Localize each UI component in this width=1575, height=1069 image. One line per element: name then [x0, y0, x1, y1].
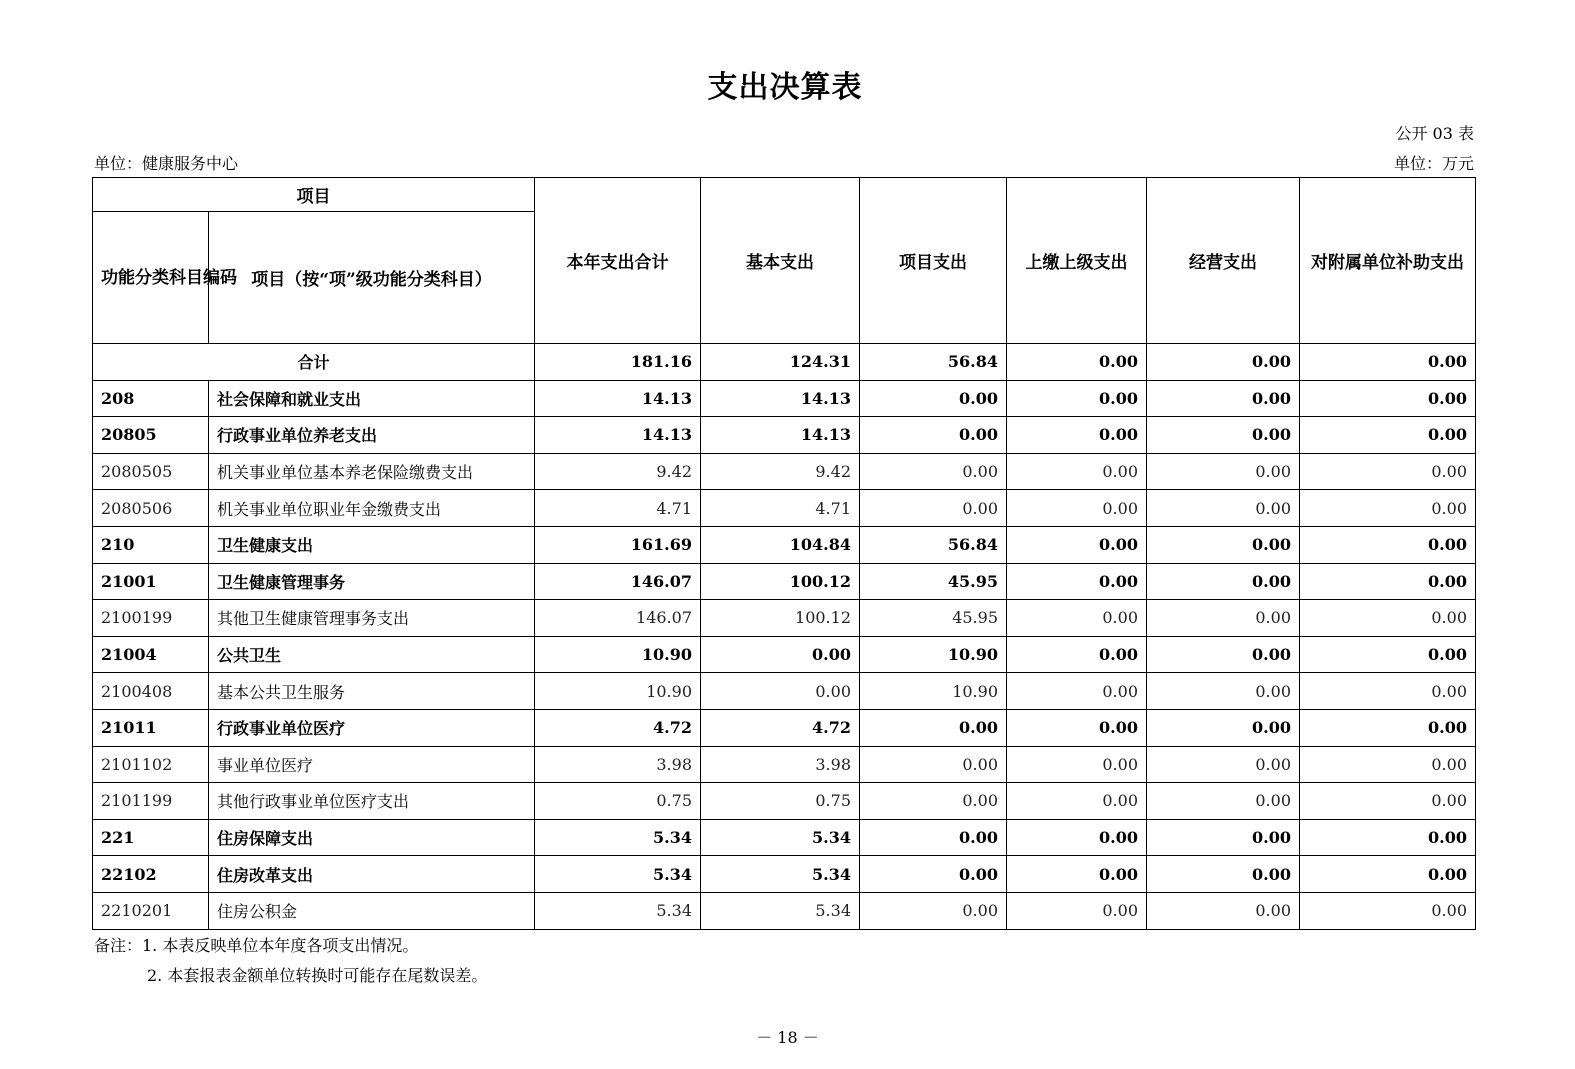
- row-value: 0.00: [860, 453, 1007, 490]
- total-value: 0.00: [1300, 344, 1476, 381]
- row-value: 0.00: [860, 819, 1007, 856]
- total-value: 181.16: [535, 344, 701, 381]
- row-value: 0.00: [1300, 709, 1476, 746]
- header-name: 项目（按“项”级功能分类科目）: [209, 212, 535, 344]
- row-value: 0.75: [535, 783, 701, 820]
- row-value: 104.84: [701, 526, 860, 563]
- row-value: 0.00: [1300, 746, 1476, 783]
- total-value: 56.84: [860, 344, 1007, 381]
- table-row: [93, 856, 1476, 893]
- row-value: 0.00: [701, 673, 860, 710]
- table-row: [93, 417, 1476, 454]
- table-row: [93, 380, 1476, 417]
- table-row: [93, 490, 1476, 527]
- header-subsidy: 对附属单位补助支出: [1300, 178, 1476, 344]
- header-code: 功能分类科目编码: [93, 212, 209, 344]
- row-value: 0.00: [1007, 490, 1147, 527]
- header-project: 项目: [93, 178, 535, 212]
- row-value: 161.69: [535, 526, 701, 563]
- row-value: 0.00: [1147, 526, 1300, 563]
- row-value: 0.00: [860, 490, 1007, 527]
- row-value: 0.00: [1147, 636, 1300, 673]
- row-name: 其他卫生健康管理事务支出: [209, 600, 535, 637]
- row-code: 2101199: [93, 783, 209, 820]
- row-value: 0.00: [701, 636, 860, 673]
- row-name: 住房公积金: [209, 892, 535, 929]
- row-value: 0.00: [860, 856, 1007, 893]
- row-value: 0.00: [860, 417, 1007, 454]
- row-name: 其他行政事业单位医疗支出: [209, 783, 535, 820]
- row-value: 0.00: [1007, 600, 1147, 637]
- row-value: 0.00: [1007, 709, 1147, 746]
- row-value: 10.90: [860, 673, 1007, 710]
- header-business: 经营支出: [1147, 178, 1300, 344]
- row-value: 0.00: [860, 709, 1007, 746]
- row-value: 0.00: [1300, 856, 1476, 893]
- row-value: 0.00: [1300, 453, 1476, 490]
- row-value: 0.00: [1147, 417, 1300, 454]
- row-code: 2100408: [93, 673, 209, 710]
- row-code: 2100199: [93, 600, 209, 637]
- row-code: 2080505: [93, 453, 209, 490]
- row-name: 住房保障支出: [209, 819, 535, 856]
- row-value: 3.98: [701, 746, 860, 783]
- row-value: 0.00: [1007, 636, 1147, 673]
- table-row: [93, 709, 1476, 746]
- row-value: 0.75: [701, 783, 860, 820]
- row-value: 10.90: [860, 636, 1007, 673]
- row-value: 14.13: [701, 417, 860, 454]
- row-value: 5.34: [701, 819, 860, 856]
- table-row: [93, 563, 1476, 600]
- row-value: 146.07: [535, 563, 701, 600]
- row-code: 20805: [93, 417, 209, 454]
- row-value: 0.00: [1007, 380, 1147, 417]
- row-value: 4.72: [535, 709, 701, 746]
- row-value: 0.00: [1300, 490, 1476, 527]
- table-row: [93, 526, 1476, 563]
- row-value: 0.00: [1300, 819, 1476, 856]
- row-code: 208: [93, 380, 209, 417]
- row-value: 4.72: [701, 709, 860, 746]
- row-value: 9.42: [701, 453, 860, 490]
- row-value: 0.00: [1007, 563, 1147, 600]
- row-value: 14.13: [701, 380, 860, 417]
- note-1: 备注：1. 本表反映单位本年度各项支出情况。: [94, 936, 419, 955]
- row-name: 卫生健康管理事务: [209, 563, 535, 600]
- unit-name: 单位：健康服务中心: [94, 154, 239, 173]
- row-value: 100.12: [701, 600, 860, 637]
- row-value: 0.00: [1300, 380, 1476, 417]
- note-2: 2. 本套报表金额单位转换时可能存在尾数误差。: [147, 966, 488, 985]
- total-value: 0.00: [1007, 344, 1147, 381]
- total-label: 合计: [93, 344, 535, 381]
- row-code: 2210201: [93, 892, 209, 929]
- row-code: 2080506: [93, 490, 209, 527]
- row-value: 9.42: [535, 453, 701, 490]
- table-row: [93, 746, 1476, 783]
- row-value: 0.00: [1147, 673, 1300, 710]
- header-upper: 上缴上级支出: [1007, 178, 1147, 344]
- row-code: 210: [93, 526, 209, 563]
- row-value: 3.98: [535, 746, 701, 783]
- row-value: 0.00: [1007, 746, 1147, 783]
- total-value: 124.31: [701, 344, 860, 381]
- row-value: 0.00: [1007, 453, 1147, 490]
- row-name: 机关事业单位职业年金缴费支出: [209, 490, 535, 527]
- row-value: 0.00: [1147, 380, 1300, 417]
- total-value: 0.00: [1147, 344, 1300, 381]
- row-code: 2101102: [93, 746, 209, 783]
- page-title: 支出决算表: [707, 70, 863, 105]
- row-value: 14.13: [535, 380, 701, 417]
- row-name: 社会保障和就业支出: [209, 380, 535, 417]
- row-value: 0.00: [860, 783, 1007, 820]
- row-value: 0.00: [1007, 526, 1147, 563]
- row-value: 0.00: [1300, 892, 1476, 929]
- row-value: 0.00: [1147, 783, 1300, 820]
- row-value: 45.95: [860, 600, 1007, 637]
- row-value: 4.71: [535, 490, 701, 527]
- row-value: 10.90: [535, 673, 701, 710]
- header-project-expense: 项目支出: [860, 178, 1007, 344]
- row-value: 5.34: [701, 856, 860, 893]
- form-number: 公开 03 表: [1395, 124, 1474, 143]
- total-row: [93, 344, 1476, 381]
- row-value: 0.00: [1147, 563, 1300, 600]
- row-value: 0.00: [1300, 526, 1476, 563]
- table-row: [93, 783, 1476, 820]
- table-row: [93, 892, 1476, 929]
- row-value: 0.00: [1300, 636, 1476, 673]
- row-value: 0.00: [1147, 453, 1300, 490]
- row-value: 5.34: [535, 819, 701, 856]
- row-code: 21004: [93, 636, 209, 673]
- row-value: 0.00: [860, 746, 1007, 783]
- row-value: 146.07: [535, 600, 701, 637]
- row-name: 行政事业单位养老支出: [209, 417, 535, 454]
- row-value: 0.00: [1147, 892, 1300, 929]
- row-value: 0.00: [1007, 856, 1147, 893]
- row-value: 0.00: [1007, 783, 1147, 820]
- row-name: 公共卫生: [209, 636, 535, 673]
- row-value: 45.95: [860, 563, 1007, 600]
- row-value: 0.00: [1147, 709, 1300, 746]
- row-value: 56.84: [860, 526, 1007, 563]
- row-value: 0.00: [1007, 673, 1147, 710]
- row-name: 卫生健康支出: [209, 526, 535, 563]
- row-value: 10.90: [535, 636, 701, 673]
- row-value: 14.13: [535, 417, 701, 454]
- table-row: [93, 673, 1476, 710]
- row-value: 0.00: [1147, 600, 1300, 637]
- row-name: 住房改革支出: [209, 856, 535, 893]
- row-value: 0.00: [1147, 819, 1300, 856]
- row-code: 21001: [93, 563, 209, 600]
- row-value: 0.00: [860, 380, 1007, 417]
- table-row: [93, 819, 1476, 856]
- row-value: 0.00: [1007, 417, 1147, 454]
- row-value: 5.34: [535, 892, 701, 929]
- row-value: 5.34: [701, 892, 860, 929]
- page-number: － 18 －: [756, 1028, 819, 1047]
- row-value: 0.00: [1300, 673, 1476, 710]
- row-code: 21011: [93, 709, 209, 746]
- row-name: 行政事业单位医疗: [209, 709, 535, 746]
- row-code: 221: [93, 819, 209, 856]
- row-value: 5.34: [535, 856, 701, 893]
- expenditure-table: [92, 177, 1476, 930]
- row-name: 事业单位医疗: [209, 746, 535, 783]
- row-code: 22102: [93, 856, 209, 893]
- row-value: 0.00: [860, 892, 1007, 929]
- row-value: 0.00: [1007, 892, 1147, 929]
- table-row: [93, 600, 1476, 637]
- row-value: 4.71: [701, 490, 860, 527]
- row-value: 0.00: [1300, 563, 1476, 600]
- row-value: 0.00: [1300, 417, 1476, 454]
- row-name: 基本公共卫生服务: [209, 673, 535, 710]
- row-value: 100.12: [701, 563, 860, 600]
- row-value: 0.00: [1007, 819, 1147, 856]
- header-basic: 基本支出: [701, 178, 860, 344]
- row-name: 机关事业单位基本养老保险缴费支出: [209, 453, 535, 490]
- table-row: [93, 453, 1476, 490]
- row-value: 0.00: [1147, 490, 1300, 527]
- row-value: 0.00: [1300, 600, 1476, 637]
- money-unit: 单位：万元: [1393, 154, 1474, 173]
- row-value: 0.00: [1147, 746, 1300, 783]
- row-value: 0.00: [1147, 856, 1300, 893]
- header-total: 本年支出合计: [535, 178, 701, 344]
- table-row: [93, 636, 1476, 673]
- row-value: 0.00: [1300, 783, 1476, 820]
